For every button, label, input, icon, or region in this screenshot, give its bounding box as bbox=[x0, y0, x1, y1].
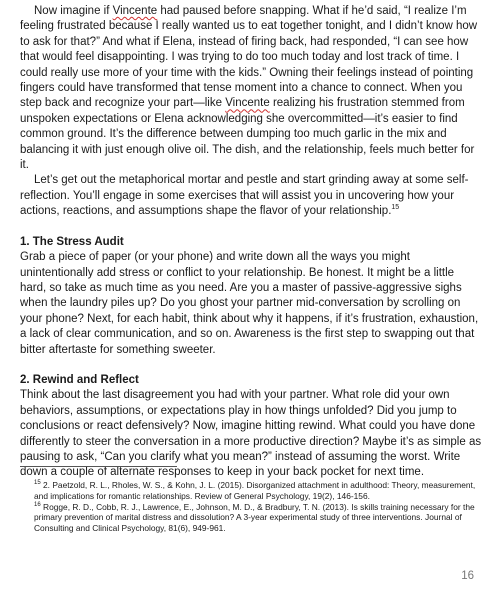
footnote-text: 2. Paetzold, R. L., Rholes, W. S., & Kohn, J. L. (2015). Disorganized attachment in adulthood: Theory, measurement, and implications for romantic relationships. Review of General Psychology, 19(2), 146-156. bbox=[34, 480, 476, 501]
footnote-text: Rogge, R. D., Cobb, R. J., Lawrence, E., Johnson, M. D., & Bradbury, T. N. (2013). Is skills training necessary for the primary prevention of marital distress and dissolution? A 3-year experimental study of three interventions. Journal of Consulting and Clinical Psychology, 81(6), 949-961. bbox=[34, 501, 475, 534]
misspelled-name-vincente: Vincente bbox=[225, 97, 270, 110]
section-heading-rewind-reflect: 2. Rewind and Reflect bbox=[20, 373, 139, 386]
body-paragraph-2 bbox=[20, 173, 482, 219]
footnote-separator bbox=[20, 466, 177, 467]
section-text-stress-audit: Grab a piece of paper (or your phone) and write down all the ways you might unintentionally add stress or conflict to your relationship. Be honest. It might be a little hard, so take as much time as you need. Are you a master of passive-aggressive sighs when the laundry piles up? Do you ghost your partner mid-conversation by scrolling on your phone? Next, for each habit, think about why it happens, if it’s frustration, exhaustion, a lack of clear communication, and so on. Awareness is the first step to swapping out that bitter aftertaste for something sweeter. bbox=[20, 251, 479, 356]
footnotes bbox=[20, 480, 482, 534]
misspelled-name-vincente: Vincente bbox=[112, 5, 158, 17]
paragraph-text: realizing his frustration stemmed from unspoken expectations or Elena acknowledging she overcommitted—it’s easier to find common ground. It’s the difference between dumping too much garlic in the mix and balancing it with just enough olive oil. The dish, and the relationship, feels much better for it. bbox=[20, 97, 475, 172]
paragraph-text: Now imagine if bbox=[34, 5, 113, 17]
footnote-ref-15: 15 bbox=[391, 204, 400, 212]
footnote-16 bbox=[20, 502, 482, 534]
section-heading-stress-audit: 1. The Stress Audit bbox=[20, 235, 124, 248]
paragraph-text: Let’s get out the metaphorical mortar and pestle and start grinding away at some self-reflection. You’ll engage in some exercises that will assist you in uncovering how your actions, reactions, and assumptions shape the flavor of your relationship. bbox=[20, 174, 469, 218]
section-text-rewind-reflect: Think about the last disagreement you had with your partner. What role did your own behaviors, assumptions, or expectations play in how things unfolded? Did you jump to conclusions or react defensively? Now, imagine hitting rewind. What could you have done differently to steer the conversation in a more productive direction? Maybe it’s as simple as pausing to ask, “Can you clarify what you mean?” instead of assuming the worst. Write down a couple of alternate responses to keep in your back pocket for next time. bbox=[20, 389, 482, 479]
page-number: 16 bbox=[461, 570, 474, 582]
paragraph-text: had paused before snapping. What if he’d said, “I realize I’m feeling frustrated because I really wanted us to eat together tonight, and I didn’t know how to ask for that?” And what if Elena, instead of firing back, had responded, “I can see how that would feel disappointing. I was trying to do too much today and lost track of time. I could really use more of your time with the kids.” Owning their feelings instead of pointing fingers could have transformed that tense moment into a chance to connect. When you step back and recognize your part—like bbox=[20, 5, 478, 110]
footnote-number: 16 bbox=[34, 501, 41, 508]
footnote-number: 15 bbox=[34, 480, 41, 487]
document-page bbox=[20, 4, 482, 481]
body-paragraph-1 bbox=[20, 4, 482, 173]
footnote-15 bbox=[20, 480, 482, 502]
